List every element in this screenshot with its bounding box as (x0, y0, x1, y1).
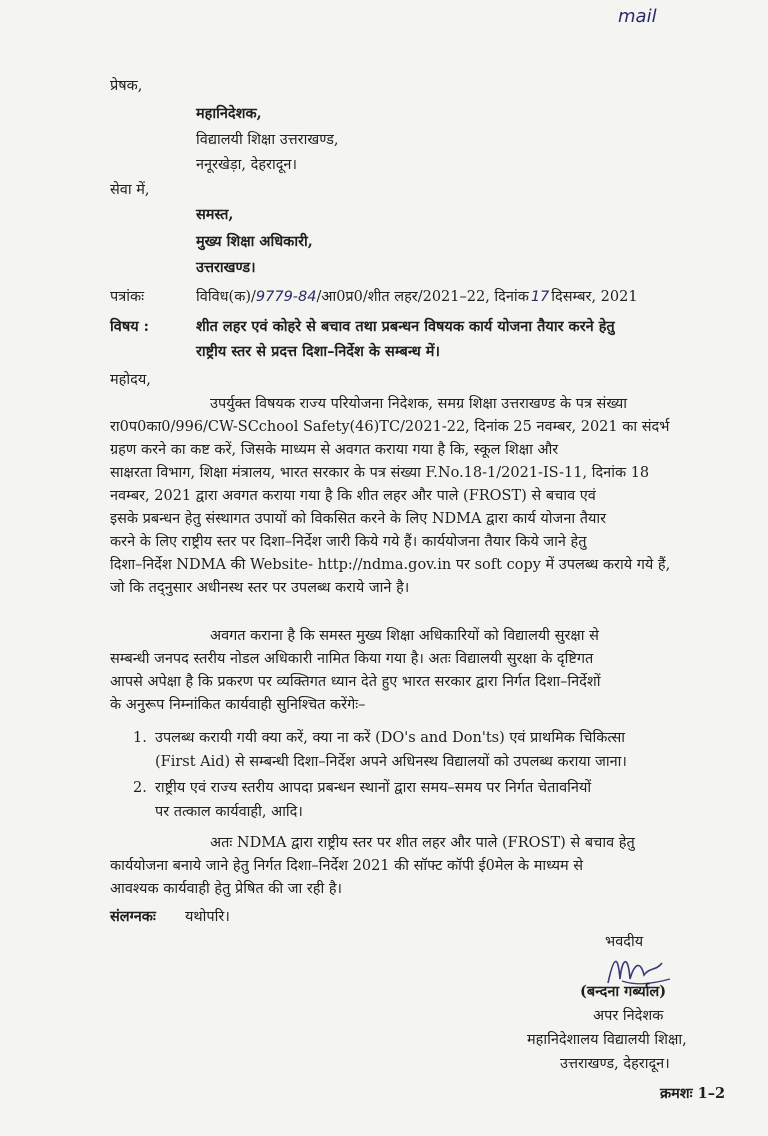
paragraph-2-line: आपसे अपेक्षा है कि प्रकरण पर व्यक्तिगत ध्यान देते हुए भारत सरकार द्वारा निर्गत दिशा–निर्देशों (110, 674, 601, 690)
signatory-designation: अपर निदेशक (593, 1008, 664, 1024)
paragraph-1-line: करने के लिए राष्ट्रीय स्तर पर दिशा–निर्देश जारी किये गये हैं। कार्ययोजना तैयार किये जाने हेतु (110, 534, 587, 550)
sender-line-3: ननूरखेड़ा, देहरादून। (196, 157, 297, 173)
action-list-number: 2. (133, 780, 147, 796)
paragraph-1-line: दिशा–निर्देश NDMA की Website- http://ndma.gov.in पर soft copy में उपलब्ध कराये गये हैं, (110, 557, 671, 573)
paragraph-3-line: अतः NDMA द्वारा राष्ट्रीय स्तर पर शीत लहर और पाले (FROST) से बचाव हेतु (210, 835, 635, 851)
paragraph-2 (110, 625, 740, 717)
signatory-name: (बन्दना गर्ब्याल) (580, 983, 667, 1000)
action-list (133, 727, 740, 827)
paragraph-2-line: अवगत कराना है कि समस्त मुख्य शिक्षा अधिकारियों को विद्यालयी सुरक्षा से (210, 628, 599, 644)
action-list-text: उपलब्ध करायी गयी क्या करें, क्या ना करें (DO's and Don'ts) एवं प्राथमिक चिकित्सा (155, 730, 626, 746)
sender-line-1: महानिदेशक, (196, 105, 262, 122)
subject-label: विषय : (110, 318, 150, 335)
action-list-number: 1. (133, 730, 147, 746)
letter-number-handwritten: 9779-84 (255, 289, 317, 305)
date-handwritten: 17 (530, 289, 550, 305)
paragraph-3-line: कार्ययोजना बनाये जाने हेतु निर्गत दिशा–निर्देश 2021 की सॉफ्ट कॉपी ई0मेल के माध्यम से (110, 858, 584, 874)
closing: भवदीय (605, 934, 644, 950)
action-list-text: राष्ट्रीय एवं राज्य स्तरीय आपदा प्रबन्धन स्थानों द्वारा समय–समय पर निर्गत चेतावनियों (155, 780, 592, 796)
paragraph-3 (110, 832, 740, 901)
handwritten-annotation: mail (618, 6, 657, 27)
paragraph-2-line: के अनुरूप निम्नांकित कार्यवाही सुनिश्चित करेंगेः– (110, 697, 366, 713)
salutation: महोदय, (110, 372, 151, 388)
enclosure-value: यथोपरि। (185, 909, 230, 925)
paragraph-1-line: रा0प0का0/996/CW-SCchool Safety(46)TC/2021-22, दिनांक 25 नवम्बर, 2021 का संदर्भ (110, 419, 670, 435)
paragraph-2-line: सम्बन्धी जनपद स्तरीय नोडल अधिकारी नामित किया गया है। अतः विद्यालयी सुरक्षा के दृष्टिगत (110, 651, 594, 667)
subject-line-1: शीत लहर एवं कोहरे से बचाव तथा प्रबन्धन विषयक कार्य योजना तैयार करने हेतु (196, 318, 615, 335)
paragraph-1-line: साक्षरता विभाग, शिक्षा मंत्रालय, भारत सरकार के पत्र संख्या F.No.18-1/2021-IS-11, दिनांक 18 (110, 465, 650, 481)
paragraph-1-line: उपर्युक्त विषयक राज्य परियोजना निदेशक, समग्र शिक्षा उत्तराखण्ड के पत्र संख्या (210, 396, 628, 412)
paragraph-1-line: इसके प्रबन्धन हेतु संस्थागत उपायों को विकसित करने के लिए NDMA द्वारा कार्य योजना तैयार (110, 511, 607, 527)
subject-line-2: राष्ट्रीय स्तर से प्रदत्त दिशा–निर्देश के सम्बन्ध में। (196, 343, 440, 360)
sender-label: प्रेषक, (110, 78, 143, 94)
action-list-item (133, 727, 740, 777)
sender-line-2: विद्यालयी शिक्षा उत्तराखण्ड, (196, 132, 339, 148)
paragraph-1 (110, 393, 740, 600)
letter-number-label: पत्रांकः (110, 289, 145, 305)
recipient-line-2: मुख्य शिक्षा अधिकारी, (196, 233, 313, 250)
action-list-item (133, 777, 740, 827)
action-list-text: पर तत्काल कार्यवाही, आदि। (155, 804, 303, 820)
continuation-marker: क्रमशः 1–2 (660, 1085, 726, 1102)
signatory-location: उत्तराखण्ड, देहरादून। (560, 1056, 670, 1072)
paragraph-1-line: ग्रहण करने का कष्ट करें, जिसके माध्यम से अवगत कराया गया है कि, स्कूल शिक्षा और (110, 442, 559, 458)
recipient-label: सेवा में, (110, 182, 150, 198)
recipient-line-1: समस्त, (196, 206, 234, 223)
recipient-line-3: उत्तराखण्ड। (196, 259, 256, 276)
enclosure-label: संलग्नकः (110, 908, 156, 925)
action-list-text: (First Aid) से सम्बन्धी दिशा–निर्देश अपने अधिनस्थ विद्यालयों को उपलब्ध कराया जाना। (155, 754, 627, 770)
letter-number: विविध(क)/9779-84/आ0प्र0/शीत लहर/2021–22, दिनांक 17 दिसम्बर, 2021 (196, 289, 638, 305)
signatory-office: महानिदेशालय विद्यालयी शिक्षा, (527, 1032, 687, 1048)
paragraph-3-line: आवश्यक कार्यवाही हेतु प्रेषित की जा रही है। (110, 881, 343, 897)
paragraph-1-line: जो कि तद्नुसार अधीनस्थ स्तर पर उपलब्ध कराये जाने है। (110, 580, 410, 596)
paragraph-1-line: नवम्बर, 2021 द्वारा अवगत कराया गया है कि शीत लहर और पाले (FROST) से बचाव एवं (110, 488, 596, 504)
